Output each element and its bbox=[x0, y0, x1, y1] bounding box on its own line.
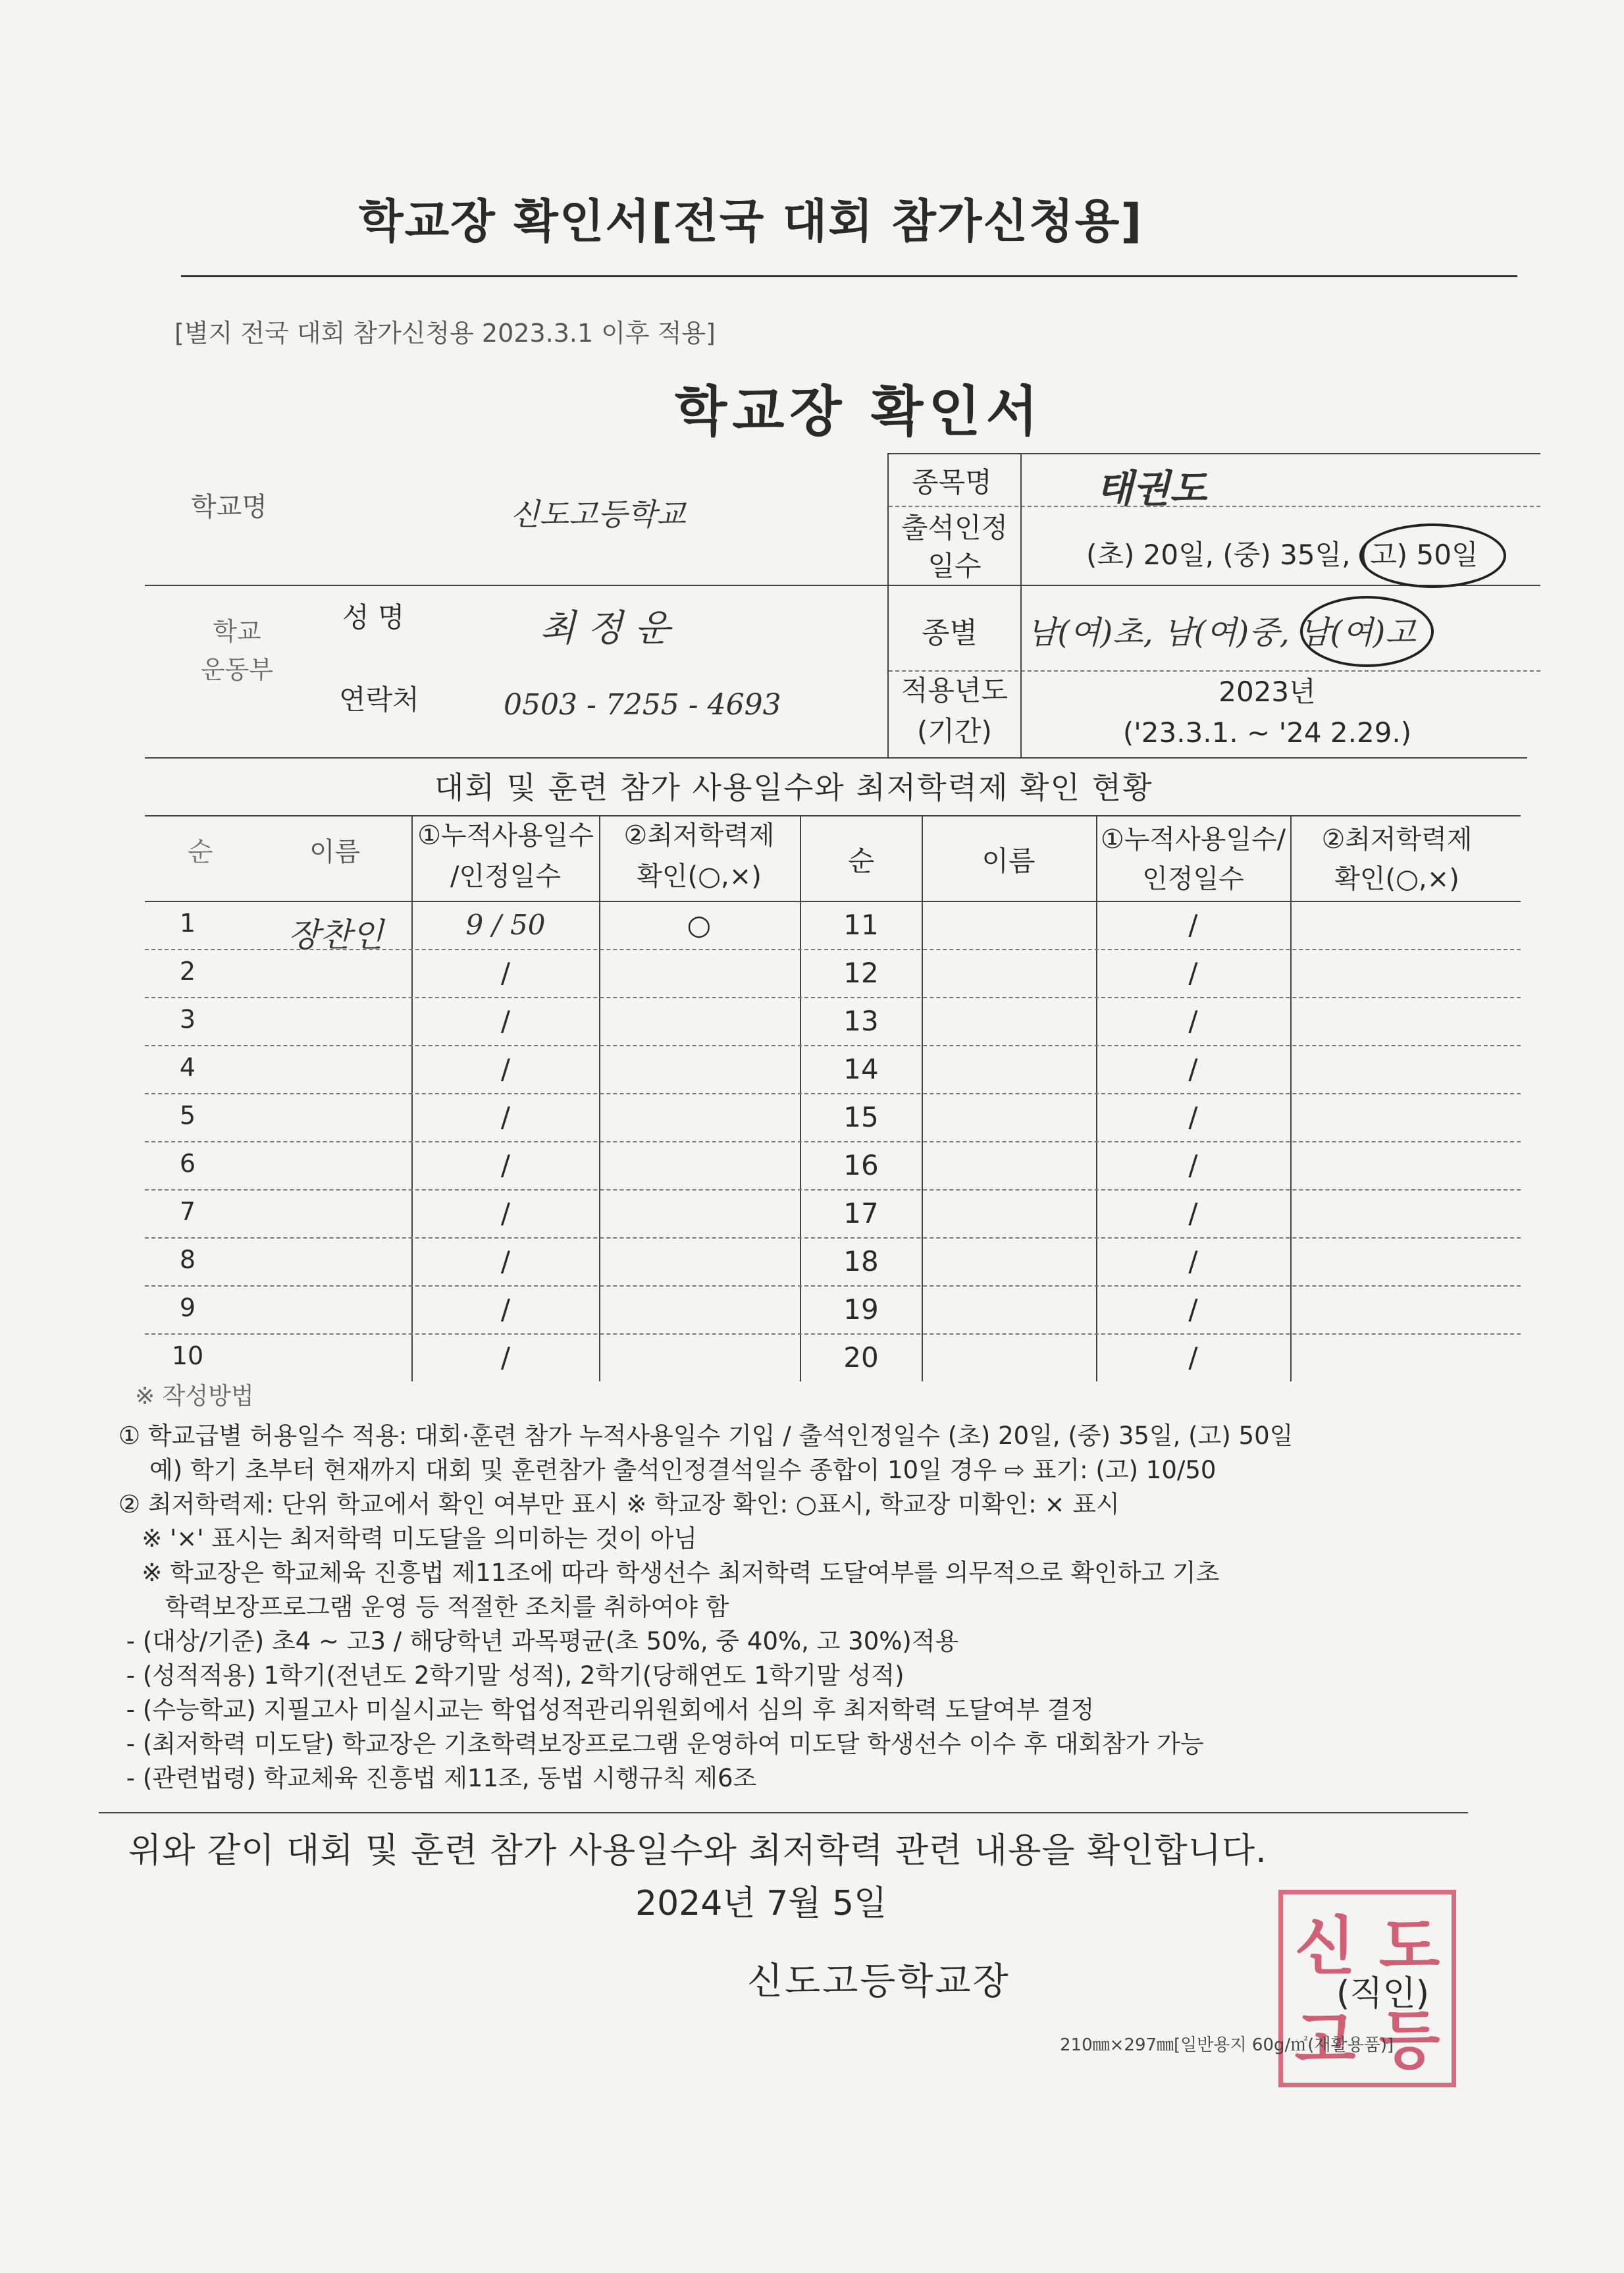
info-top-rule bbox=[889, 453, 1540, 454]
header-days-right-line2: 인정일수 bbox=[1142, 864, 1244, 894]
row-days-right: / bbox=[1188, 1101, 1198, 1133]
row-no: 6 bbox=[179, 1149, 196, 1178]
division-circle bbox=[1300, 596, 1434, 667]
header-days-line2: /인정일수 bbox=[450, 861, 562, 892]
row-rule bbox=[145, 1141, 1521, 1142]
row-days-right: / bbox=[1188, 1197, 1198, 1229]
row-name: 장찬인 bbox=[288, 916, 384, 954]
row-no: 10 bbox=[171, 1341, 204, 1370]
header-days-right bbox=[1096, 820, 1290, 899]
col-line-4 bbox=[922, 815, 923, 1381]
row-days-right: / bbox=[1188, 1005, 1198, 1037]
info-rule-2 bbox=[145, 585, 1540, 586]
row-days: / bbox=[500, 1149, 511, 1181]
student-label-line2: 운동부 bbox=[200, 655, 274, 684]
attendance-label-line2: 일수 bbox=[928, 550, 982, 582]
row-days-right: / bbox=[1188, 909, 1198, 941]
contact-label: 연락처 bbox=[339, 683, 419, 716]
row-rule bbox=[145, 1189, 1521, 1190]
row-rule bbox=[145, 949, 1521, 950]
name-value: 최 정 운 bbox=[540, 607, 670, 650]
row-days: / bbox=[500, 957, 511, 989]
contact-value: 0503 - 7255 - 4693 bbox=[504, 688, 781, 722]
stamp-char: 등 bbox=[1378, 2004, 1440, 2077]
row-days-right: / bbox=[1188, 1341, 1198, 1374]
row-days: / bbox=[500, 1101, 511, 1133]
row-no: 3 bbox=[179, 1005, 196, 1034]
col-line-3 bbox=[800, 815, 801, 1381]
header-name-right: 이름 bbox=[982, 845, 1035, 877]
header-rule bbox=[181, 275, 1517, 277]
year-label bbox=[889, 670, 1020, 752]
attendance-value: (초) 20일, (중) 35일, (고) 50일 bbox=[1086, 539, 1479, 571]
row-no-right: 13 bbox=[843, 1005, 879, 1037]
row-no-right: 12 bbox=[843, 957, 879, 989]
header-academic-right bbox=[1292, 820, 1502, 899]
row-days-right: / bbox=[1188, 1293, 1198, 1325]
student-label-line1: 학교 bbox=[213, 617, 261, 646]
row-days-right: / bbox=[1188, 1053, 1198, 1085]
row-rule bbox=[145, 1093, 1521, 1094]
note-line: ※ '×' 표시는 최저학력 미도달을 의미하는 것이 아님 bbox=[118, 1524, 698, 1553]
notes-heading: ※ 작성방법 bbox=[135, 1383, 254, 1410]
attendance-label bbox=[892, 509, 1017, 585]
sport-label: 종목명 bbox=[912, 466, 992, 498]
confirm-text: 위와 같이 대회 및 훈련 참가 사용일수와 최저학력 관련 내용을 확인합니다. bbox=[128, 1831, 1267, 1871]
col-line-2 bbox=[599, 815, 600, 1381]
header-days-right-line1: ①누적사용일수/ bbox=[1100, 824, 1286, 855]
seal-label: (직인) bbox=[1336, 1974, 1430, 2014]
row-days-right: / bbox=[1188, 957, 1198, 989]
note-line: - (대상/기준) 초4 ~ 고3 / 해당학년 과목평균(초 50%, 중 40%, 고 30%)적용 bbox=[118, 1627, 959, 1655]
row-no-right: 15 bbox=[843, 1101, 879, 1133]
year-value bbox=[1053, 672, 1481, 753]
principal-name: 신도고등학교장 bbox=[747, 1960, 1010, 2003]
row-days: / bbox=[500, 1197, 511, 1229]
table-header-rule bbox=[145, 901, 1521, 902]
row-no-right: 17 bbox=[843, 1197, 879, 1229]
info-divider-2 bbox=[1020, 453, 1022, 757]
col-line-6 bbox=[1290, 815, 1292, 1381]
header-no-right: 순 bbox=[847, 845, 875, 877]
main-title: 학교장 확인서 bbox=[675, 381, 1043, 443]
col-line-1 bbox=[411, 815, 413, 1381]
row-days: / bbox=[500, 1293, 511, 1325]
notes-bottom-rule bbox=[99, 1812, 1468, 1813]
row-no: 4 bbox=[179, 1053, 196, 1082]
header-academic-line1: ②최저학력제 bbox=[623, 820, 775, 851]
high-school-circle bbox=[1359, 523, 1506, 588]
note-line: - (관련법령) 학교체육 진흥법 제11조, 동법 시행규칙 제6조 bbox=[118, 1764, 757, 1792]
year-value-line1: 2023년 bbox=[1218, 676, 1316, 708]
year-value-line2: ('23.3.1. ~ '24 2.29.) bbox=[1122, 716, 1412, 749]
sport-value: 태권도 bbox=[1096, 466, 1207, 511]
row-no-right: 18 bbox=[843, 1245, 879, 1277]
note-line: - (성적적용) 1학기(전년도 2학기말 성적), 2학기(당해연도 1학기말 성적) bbox=[118, 1661, 904, 1690]
name-label: 성 명 bbox=[342, 601, 405, 633]
header-academic-right-line2: 확인(○,×) bbox=[1334, 864, 1459, 894]
row-rule bbox=[145, 1285, 1521, 1287]
info-rule-4 bbox=[145, 757, 1527, 759]
header-academic-right-line1: ②최저학력제 bbox=[1321, 824, 1473, 855]
header-academic bbox=[600, 815, 798, 897]
header-academic-line2: 확인(○,×) bbox=[637, 861, 762, 892]
row-no: 8 bbox=[179, 1245, 196, 1274]
school-value: 신도고등학교 bbox=[510, 496, 686, 532]
table-title: 대회 및 훈련 참가 사용일수와 최저학력제 확인 현황 bbox=[434, 770, 1153, 805]
note-line: ① 학교급별 허용일수 적용: 대회·훈련 참가 누적사용일수 기입 / 출석인정일수 (초) 20일, (중) 35일, (고) 50일 bbox=[118, 1422, 1294, 1450]
row-no-right: 11 bbox=[843, 909, 879, 941]
header-days-line1: ①누적사용일수 bbox=[417, 820, 594, 851]
row-days-right: / bbox=[1188, 1149, 1198, 1181]
year-label-line2: (기간) bbox=[917, 715, 992, 747]
row-days: / bbox=[500, 1245, 511, 1277]
row-no-right: 19 bbox=[843, 1293, 879, 1325]
row-days: / bbox=[500, 1053, 511, 1085]
row-no: 5 bbox=[179, 1101, 196, 1130]
school-label: 학교명 bbox=[191, 492, 267, 522]
year-label-line1: 적용년도 bbox=[901, 674, 1008, 707]
row-no-right: 14 bbox=[843, 1053, 879, 1085]
stamp-char: 도 bbox=[1378, 1910, 1440, 1983]
row-rule bbox=[145, 1333, 1521, 1335]
division-label: 종별 bbox=[922, 616, 978, 650]
note-line: ※ 학교장은 학교체육 진흥법 제11조에 따라 학생선수 최저학력 도달여부를 의무적으로 확인하고 기초 bbox=[118, 1559, 1220, 1587]
row-no: 2 bbox=[179, 957, 196, 986]
header-title: 학교장 확인서[전국 대회 참가신청용] bbox=[359, 194, 1143, 248]
row-days: / bbox=[500, 1341, 511, 1374]
student-label bbox=[191, 612, 283, 689]
note-line: 예) 학기 초부터 현재까지 대회 및 훈련참가 출석인정결석일수 종합이 10일 경우 ⇨ 표기: (고) 10/50 bbox=[118, 1456, 1217, 1484]
issue-date: 2024년 7월 5일 bbox=[635, 1884, 887, 1923]
row-days: / bbox=[500, 1005, 511, 1037]
row-days-right: / bbox=[1188, 1245, 1198, 1277]
header-days bbox=[413, 815, 598, 897]
note-line: ② 최저학력제: 단위 학교에서 확인 여부만 표시 ※ 학교장 확인: ○표시, 학교장 미확인: × 표시 bbox=[118, 1490, 1120, 1518]
stamp-char: 고 bbox=[1294, 2004, 1356, 2077]
row-rule bbox=[145, 1045, 1521, 1046]
paper-spec: 210㎜×297㎜[일반용지 60g/㎡(재활용품)] bbox=[1060, 2035, 1394, 2055]
form-note: [별지 전국 대회 참가신청용 2023.3.1 이후 적용] bbox=[174, 319, 716, 348]
header-name: 이름 bbox=[309, 837, 361, 867]
note-line: 학력보장프로그램 운영 등 적절한 조치를 취하여야 함 bbox=[118, 1593, 729, 1621]
stamp-char: 신 bbox=[1294, 1910, 1356, 1983]
row-days: 9 / 50 bbox=[465, 909, 546, 941]
row-rule bbox=[145, 997, 1521, 998]
row-check: ○ bbox=[687, 909, 712, 941]
attendance-label-line1: 출석인정 bbox=[901, 512, 1008, 544]
row-no-right: 20 bbox=[843, 1341, 879, 1374]
note-line: - (수능학교) 지필고사 미실시교는 학업성적관리위원회에서 심의 후 최저학력 도달여부 결정 bbox=[118, 1696, 1095, 1724]
header-no: 순 bbox=[188, 837, 213, 867]
row-no-right: 16 bbox=[843, 1149, 879, 1181]
info-rule-1 bbox=[889, 506, 1540, 507]
table-top-rule bbox=[145, 815, 1521, 816]
row-no: 1 bbox=[179, 909, 196, 938]
division-value: 남(여)초, 남(여)중, 남(여)고 bbox=[1027, 614, 1416, 651]
note-line: - (최저학력 미도달) 학교장은 기초학력보장프로그램 운영하여 미도달 학생선수 이수 후 대회참가 가능 bbox=[118, 1730, 1204, 1758]
row-no: 7 bbox=[179, 1197, 196, 1226]
row-rule bbox=[145, 1237, 1521, 1239]
row-no: 9 bbox=[179, 1293, 196, 1322]
